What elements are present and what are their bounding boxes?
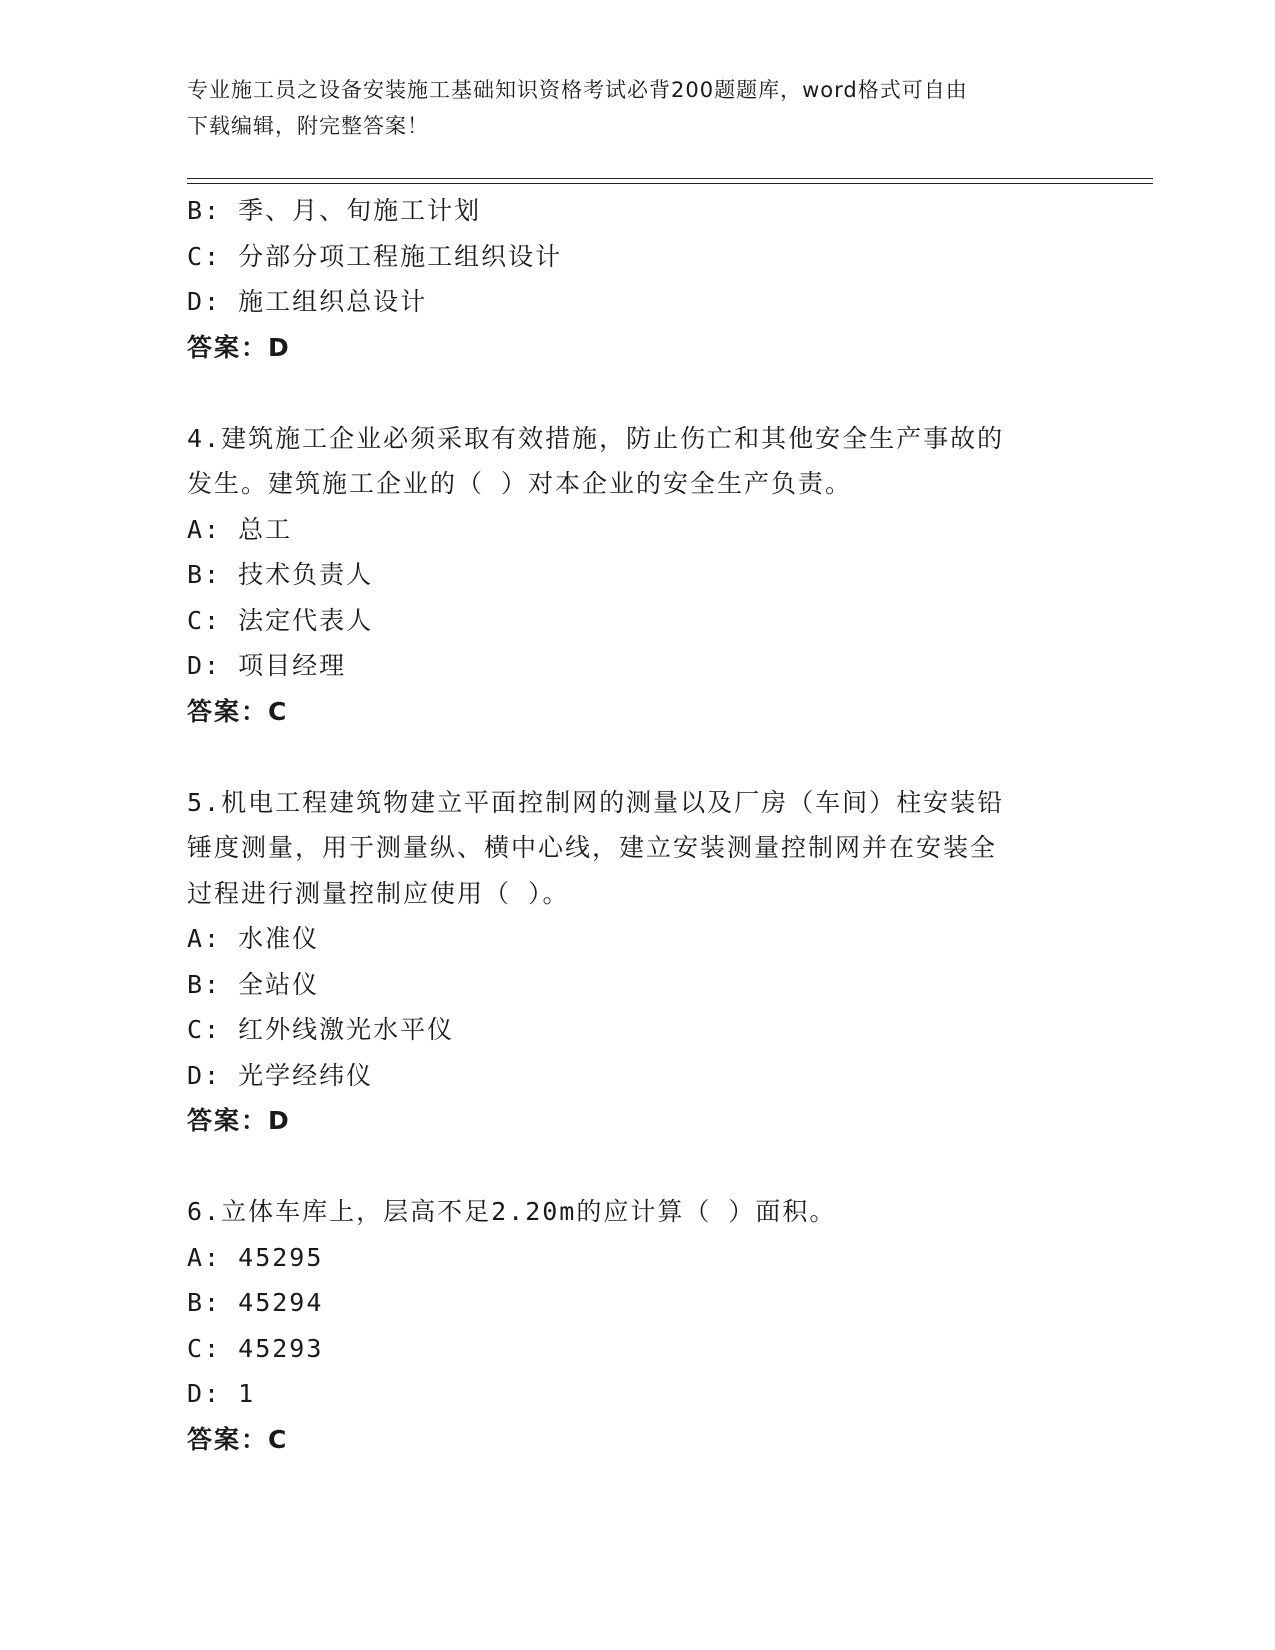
answer: 答案：C: [187, 1424, 289, 1454]
option-c: C: 法定代表人: [187, 605, 374, 635]
option-d: D: 项目经理: [187, 651, 347, 680]
document-header: [187, 72, 1067, 144]
option-c: C: 分部分项工程施工组织设计: [187, 241, 563, 271]
option-b: B: 45294: [187, 1288, 324, 1317]
header-rule-top: [187, 178, 1153, 179]
question-stem: 锤度测量，用于测量纵、横中心线，建立安装测量控制网并在安装全: [187, 833, 998, 862]
option-a: A: 总工: [187, 514, 293, 544]
option-b: B: 季、月、旬施工计划: [187, 196, 482, 225]
spacer: [187, 1144, 1067, 1190]
spacer: [187, 734, 1067, 780]
question-stem: 过程进行测量控制应使用（ ）。: [187, 878, 570, 908]
option-a: A: 水准仪: [187, 924, 320, 953]
option-c: C: 红外线激光水平仪: [187, 1015, 455, 1044]
option-d: D: 施工组织总设计: [187, 287, 428, 316]
answer: 答案：C: [187, 696, 289, 726]
option-b: B: 技术负责人: [187, 560, 374, 589]
answer: 答案：D: [187, 1106, 291, 1135]
question-6: [187, 1189, 1067, 1462]
question-4: [187, 416, 1067, 735]
document-body: [187, 188, 1067, 1462]
spacer: [187, 370, 1067, 416]
option-a: A: 45295: [187, 1242, 324, 1272]
header-title-line1: 专业施工员之设备安装施工基础知识资格考试必背200题题库，word格式可自由: [187, 78, 968, 102]
header-rule-bottom: [187, 183, 1153, 184]
header-title-line2: 下载编辑，附完整答案！: [187, 114, 429, 138]
option-c: C: 45293: [187, 1333, 324, 1363]
question-carryover: [187, 188, 1067, 370]
option-b: B: 全站仪: [187, 969, 320, 999]
question-5: [187, 780, 1067, 1144]
option-d: D: 光学经纬仪: [187, 1060, 374, 1090]
question-stem: 5.机电工程建筑物建立平面控制网的测量以及厂房（车间）柱安装铅: [187, 787, 1005, 817]
answer: 答案：D: [187, 332, 291, 362]
option-d: D: 1: [187, 1379, 256, 1408]
question-stem: 6.立体车库上，层高不足2.20m的应计算（ ）面积。: [187, 1197, 837, 1226]
question-stem: 发生。建筑施工企业的（ ）对本企业的安全生产负责。: [187, 469, 853, 498]
question-stem: 4.建筑施工企业必须采取有效措施，防止伤亡和其他安全生产事故的: [187, 423, 1005, 453]
